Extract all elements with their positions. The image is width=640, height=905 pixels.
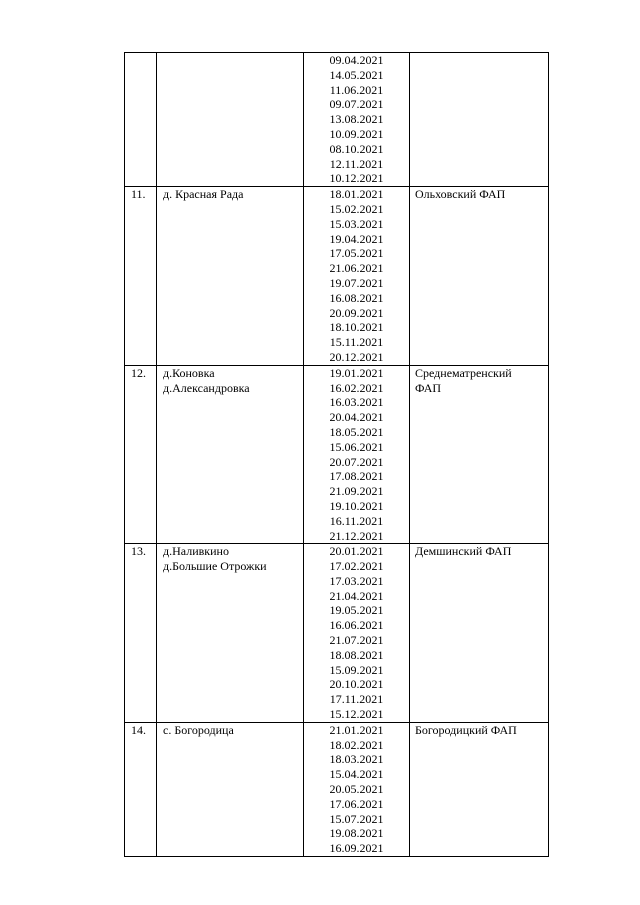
visit-date: 15.11.2021 [329,335,384,350]
settlement-name: д.Коновка [163,365,215,380]
visit-date: 20.05.2021 [329,782,384,797]
settlement-name: д.Большие Отрожки [163,559,267,574]
row-number-cell [125,544,157,723]
visit-date: 16.02.2021 [329,380,384,395]
visit-date: 17.03.2021 [329,573,384,588]
fap-name: Демшинский ФАП [415,544,512,559]
visit-date: 20.09.2021 [329,305,384,320]
visit-date: 10.09.2021 [329,126,384,141]
visit-date: 19.04.2021 [329,231,384,246]
visit-date: 17.05.2021 [329,246,384,261]
row-number-cell [125,53,157,187]
visit-date: 16.03.2021 [329,395,384,410]
fap-cell [410,53,549,187]
fap-cell [410,187,549,366]
visit-date: 15.09.2021 [329,662,384,677]
row-number: 14. [131,722,146,737]
visit-date: 16.09.2021 [329,841,384,856]
visit-date: 20.07.2021 [329,454,384,469]
schedule-table [124,52,549,857]
visit-date: 09.04.2021 [329,53,384,67]
settlement-cell [157,544,304,723]
settlement-cell [157,187,304,366]
visit-date: 21.01.2021 [329,722,384,737]
visit-date: 21.12.2021 [329,528,384,543]
schedule-table-body [125,53,549,857]
visit-date: 18.03.2021 [329,752,384,767]
visit-date: 15.07.2021 [329,811,384,826]
dates-cell [304,187,410,366]
visit-date: 17.08.2021 [329,469,384,484]
visit-date: 12.11.2021 [329,156,384,171]
visit-date: 18.01.2021 [329,187,384,202]
visit-date: 15.02.2021 [329,201,384,216]
row-number-cell [125,187,157,366]
visit-date: 11.06.2021 [329,82,384,97]
visit-date: 19.08.2021 [329,826,384,841]
settlement-name: д.Александровка [163,380,250,395]
visit-date: 21.07.2021 [329,633,384,648]
visit-date: 18.02.2021 [329,737,384,752]
settlement-cell [157,53,304,187]
visit-date: 14.05.2021 [329,67,384,82]
table-row [125,187,549,366]
visit-date: 17.02.2021 [329,559,384,574]
visit-date: 19.05.2021 [329,603,384,618]
visit-date: 15.06.2021 [329,439,384,454]
visit-date: 10.12.2021 [329,171,384,186]
settlement-cell [157,722,304,856]
visit-date: 08.10.2021 [329,141,384,156]
visit-date: 15.03.2021 [329,216,384,231]
dates-cell [304,365,410,544]
row-number-cell [125,365,157,544]
visit-date: 20.10.2021 [329,677,384,692]
visit-date: 20.12.2021 [329,349,384,364]
visit-date: 16.08.2021 [329,290,384,305]
row-number: 12. [131,365,146,380]
visit-date: 17.11.2021 [329,692,384,707]
visit-date: 20.01.2021 [329,544,384,559]
row-number-cell [125,722,157,856]
fap-name: Среднематренский ФАП [415,365,512,395]
visit-date: 21.06.2021 [329,261,384,276]
visit-date: 20.04.2021 [329,410,384,425]
row-number: 11. [131,187,146,202]
visit-date: 18.05.2021 [329,424,384,439]
visit-date: 19.07.2021 [329,275,384,290]
visit-date: 21.04.2021 [329,588,384,603]
table-row [125,53,549,187]
visit-date: 21.09.2021 [329,484,384,499]
row-number: 13. [131,544,146,559]
fap-name: Богородицкий ФАП [415,722,517,737]
table-row [125,544,549,723]
visit-date: 18.08.2021 [329,647,384,662]
dates-cell [304,722,410,856]
settlement-name: д.Наливкино [163,544,229,559]
fap-name: Ольховский ФАП [415,187,506,202]
table-row [125,722,549,856]
visit-date: 16.06.2021 [329,618,384,633]
fap-cell [410,365,549,544]
dates-cell [304,53,410,187]
fap-cell [410,722,549,856]
table-row [125,365,549,544]
visit-date: 15.12.2021 [329,707,384,722]
fap-cell [410,544,549,723]
settlement-name: с. Богородица [163,722,234,737]
visit-date: 15.04.2021 [329,767,384,782]
visit-date: 18.10.2021 [329,320,384,335]
visit-date: 09.07.2021 [329,97,384,112]
settlement-cell [157,365,304,544]
dates-cell [304,544,410,723]
visit-date: 19.10.2021 [329,498,384,513]
settlement-name: д. Красная Рада [163,187,244,202]
visit-date: 19.01.2021 [329,365,384,380]
visit-date: 13.08.2021 [329,112,384,127]
visit-date: 17.06.2021 [329,796,384,811]
visit-date: 16.11.2021 [329,513,384,528]
